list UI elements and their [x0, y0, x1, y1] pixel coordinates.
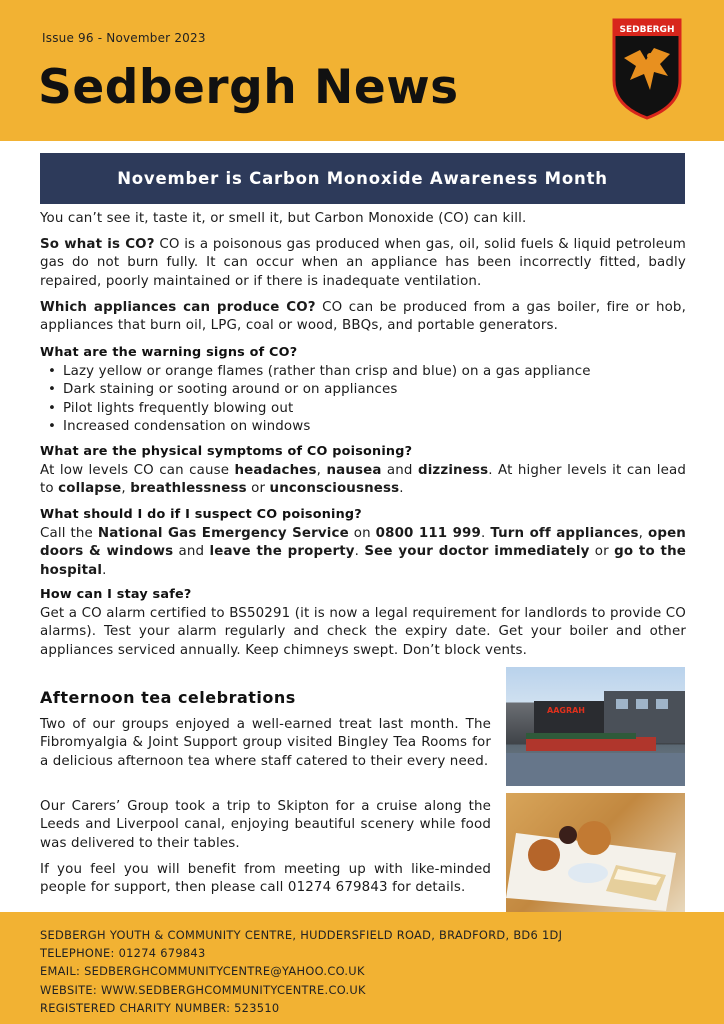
what-is-co-paragraph — [40, 236, 686, 291]
appliances-question: Which appliances can produce CO? — [40, 300, 316, 315]
appliances-answer: CO can be produced from a gas boiler, fire or hob, appliances that burn oil, LPG, coal or wood, BBQs, and portable generators. — [40, 300, 686, 334]
tea-paragraph-3: If you feel you will benefit from meeting up with like-minded people for support, then please call 01274 679843 for details. — [40, 862, 491, 896]
symptoms-text: At low levels CO can cause headaches, nausea and dizziness. At higher levels it can lead to collapse, breathlessness or unconsciousness. — [40, 463, 686, 497]
suspect-heading: What should I do if I suspect CO poisoning? — [40, 507, 362, 522]
what-is-co-question: So what is CO? — [40, 237, 155, 252]
canal-boat-photo — [506, 667, 685, 786]
safe-heading: How can I stay safe? — [40, 587, 192, 602]
footer-telephone: TELEPHONE: 01274 679843 — [40, 946, 206, 961]
banner-title: November is Carbon Monoxide Awareness Month — [117, 169, 608, 188]
masthead-band — [0, 0, 724, 141]
footer-charity-number: REGISTERED CHARITY NUMBER: 523510 — [40, 1000, 280, 1015]
footer-website[interactable]: WEBSITE: WWW.SEDBERGHCOMMUNITYCENTRE.CO.UK — [40, 982, 366, 997]
tea-paragraph-2: Our Carers’ Group took a trip to Skipton for a cruise along the Leeds and Liverpool canal, enjoying beautiful scenery while food was delivered to their tables. — [40, 799, 491, 851]
issue-date: Issue 96 - November 2023 — [42, 31, 206, 45]
what-is-co-answer: CO is a poisonous gas produced when gas, oil, solid fuels & liquid petroleum gas do not burn fully. It can occur when an appliance has been incorrectly fitted, badly repaired, poorly maintained or if there is inadequate ventilation. — [40, 237, 687, 289]
boat-sign: AAGRAH — [547, 706, 585, 715]
newsletter-title: Sedbergh News — [38, 60, 459, 115]
sedbergh-crest-logo — [610, 18, 684, 120]
footer-email[interactable]: EMAIL: SEDBERGHCOMMUNITYCENTRE@YAHOO.CO.UK — [40, 964, 365, 979]
safe-text: Get a CO alarm certified to BS50291 (it is now a legal requirement for landlords to provide CO alarms). Test your alarm regularly and check the expiry date. Get your boiler and other appliances serviced annually. Keep chimneys swept. Don’t block vents. — [40, 606, 686, 658]
list-item: • Lazy yellow or orange flames (rather than crisp and blue) on a gas appliance — [48, 363, 591, 381]
tea-paragraph-1: Two of our groups enjoyed a well-earned treat last month. The Fibromyalgia & Joint Support group visited Bingley Tea Rooms for a delicious afternoon tea where staff catered to their every need. — [40, 717, 491, 769]
suspect-text: Call the National Gas Emergency Service on 0800 111 999. Turn off appliances, open doors & windows and leave the property. See your doctor immediately or go to the hospital. — [40, 526, 686, 578]
appliances-paragraph — [40, 299, 686, 336]
afternoon-tea-photo — [506, 793, 685, 913]
warning-list — [48, 363, 591, 437]
list-item: • Dark staining or sooting around or on appliances — [48, 381, 591, 399]
warning-heading: What are the warning signs of CO? — [40, 345, 298, 360]
list-item: • Pilot lights frequently blowing out — [48, 400, 591, 418]
list-item: • Increased condensation on windows — [48, 418, 591, 436]
crest-text: SEDBERGH — [619, 25, 675, 35]
tea-section-title: Afternoon tea celebrations — [40, 688, 296, 707]
footer-address: SEDBERGH YOUTH & COMMUNITY CENTRE, HUDDERSFIELD ROAD, BRADFORD, BD6 1DJ — [40, 928, 563, 942]
feature-banner — [40, 153, 685, 204]
symptoms-heading: What are the physical symptoms of CO poisoning? — [40, 444, 413, 459]
contact-footer — [0, 912, 724, 1024]
intro-text: You can’t see it, taste it, or smell it, but Carbon Monoxide (CO) can kill. — [40, 211, 527, 226]
